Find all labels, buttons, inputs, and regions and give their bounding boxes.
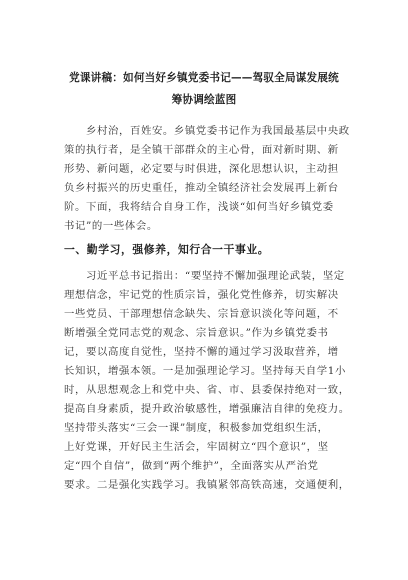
section-1-line-8: 提高自身素质，提升政治敏感性，增强廉洁自律的免疫力。 xyxy=(64,403,350,415)
section-1-line-3: 一些党员、干部理想信念缺失、宗旨意识淡化等问题，不 xyxy=(64,308,339,320)
intro-paragraph-line-1: 乡村治，百姓安。乡镇党委书记作为我国最基层中央政 xyxy=(86,125,350,137)
section-1-line-12: 要求。二是强化实践学习。我镇紧邻高铁高速，交通便利， xyxy=(64,479,350,491)
section-1-line-2: 理想信念，牢记党的性质宗旨，强化党性修养，切实解决 xyxy=(64,289,339,301)
document-title-line-2: 筹协调绘蓝图 xyxy=(171,94,237,106)
section-1-line-5: 记，要以高度自觉性，坚持不懈的通过学习汲取营养，增 xyxy=(64,346,339,358)
section-1-line-1: 习近平总书记指出：“要坚持不懈加强理论武装，坚定 xyxy=(86,270,345,282)
section-1-line-6: 长知识，增强本领。一是加强理论学习。坚持每天自学1小 xyxy=(64,365,346,377)
section-1-line-11: 定“四个自信”，做到“两个维护”，全面落实从严治党 xyxy=(64,460,319,472)
intro-paragraph-line-5: 阶。下面，我将结合自身工作，浅谈“如何当好乡镇党委 xyxy=(64,201,334,213)
document-title-line-1: 党课讲稿：如何当好乡镇党委书记——驾驭全局谋发展统 xyxy=(69,72,339,84)
intro-paragraph-line-6: 书记”的一些体会。 xyxy=(64,220,158,232)
section-1-line-10: 上好党课，开好民主生活会，牢固树立“四个意识”，坚 xyxy=(64,441,329,453)
intro-paragraph-line-2: 策的执行者，是全镇干部群众的主心骨，面对新时期、新 xyxy=(64,144,339,156)
intro-paragraph-line-4: 负乡村振兴的历史重任，推动全镇经济社会发展再上新台 xyxy=(64,182,339,194)
section-1-line-7: 时，从思想观念上和党中央、省、市、县委保持绝对一致， xyxy=(64,384,350,396)
section-1-line-4: 断增强全党同志党的观念、宗旨意识。”作为乡镇党委书 xyxy=(64,327,329,339)
section-1-line-9: 坚持带头落实“三会一课”制度，积极参加党组织生活， xyxy=(64,422,329,434)
intro-paragraph-line-3: 形势、新问题，必定要与时俱进，深化思想认识，主动担 xyxy=(64,163,339,175)
section-1-heading: 一、勤学习，强修养，知行合一干事业。 xyxy=(64,243,270,256)
